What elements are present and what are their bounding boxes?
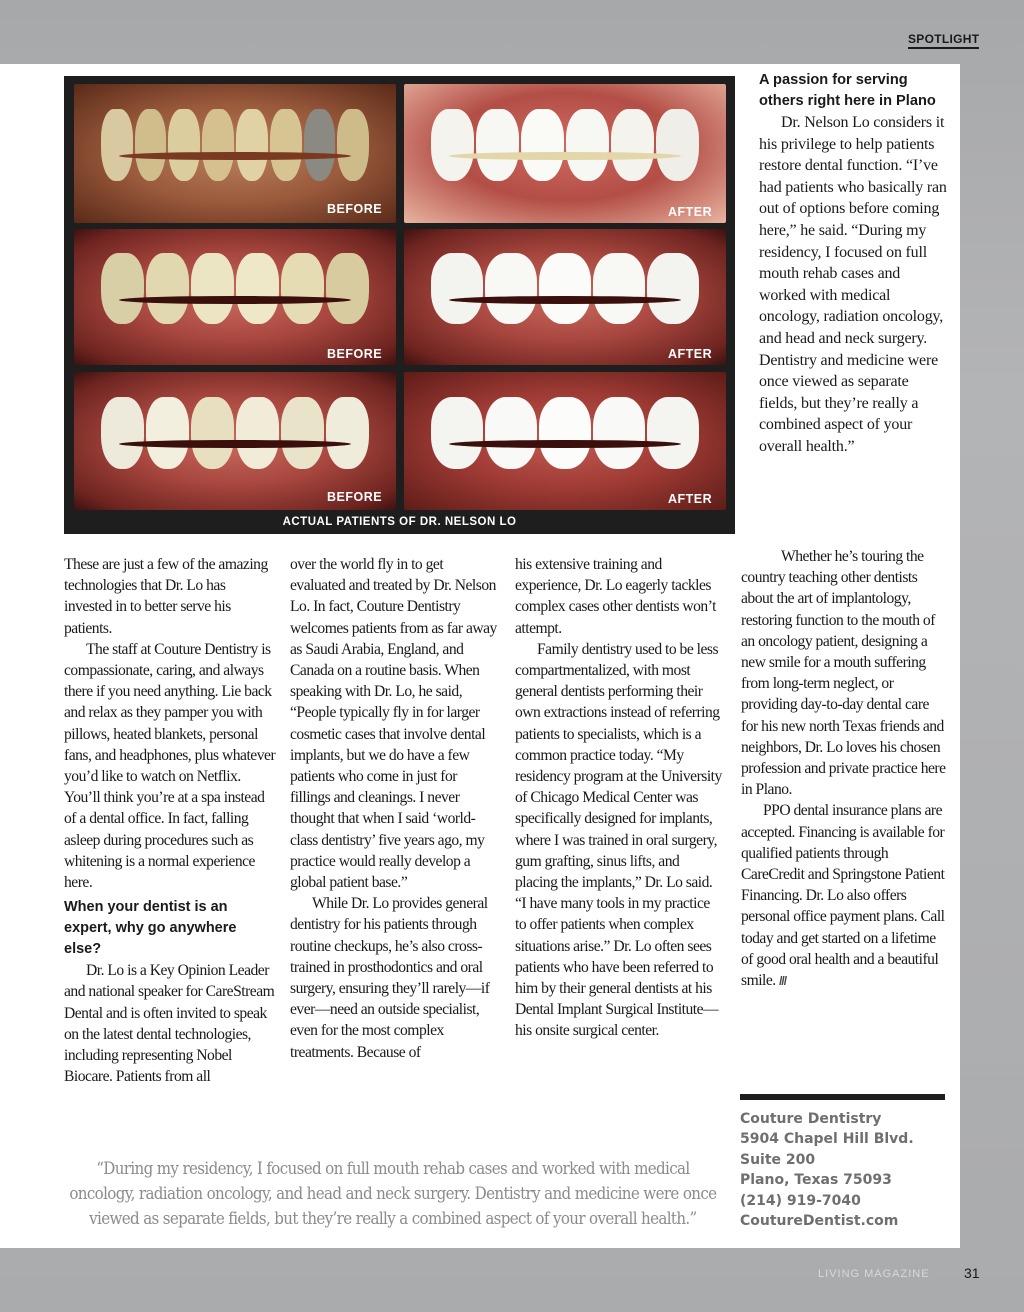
after-label: AFTER: [668, 205, 713, 219]
subheading: When your dentist is an expert, why go anywhere else?: [64, 899, 237, 958]
paragraph: Dr. Lo is a Key Opinion Leader and national speaker for CareStream Dental and is often invited to speak on the latest dental technologies, including representing Nobel Biocare. Patients from all: [64, 962, 275, 1086]
photo-before-3: [74, 372, 396, 510]
paragraph: Whether he’s touring the country teaching other dentists about the art of implantology, restoring function to the mouth of an oncology patient, designing a new smile for a mouth suffering from long-term neglect, or providing day-to-day dental care for his new north Texas friends and neighbors, Dr. Lo loves his chosen profession and private practice here in Plano.: [741, 548, 946, 799]
article-column-3: [515, 554, 723, 1042]
end-mark: ///: [779, 974, 787, 989]
paragraph: The staff at Couture Dentistry is compassionate, caring, and always there if you need anything. Lie back and relax as they pamper you with pillows, heated blankets, personal fans, and headphones, plus whatever you’d like to watch on Netflix. You’ll think you’re at a spa instead of a dental office. In fact, falling asleep during procedures such as whitening is a normal experience here.: [64, 640, 276, 892]
before-after-photo-grid: [64, 76, 735, 534]
photo-before-1: [74, 84, 396, 223]
paragraph: over the world fly in to get evaluated and treated by Dr. Nelson Lo. In fact, Couture Dentistry welcomes patients from as far away as Saudi Arabia, England, and Canada on a routine basis. When speaking with Dr. Lo, he said, “People typically fly in for larger cosmetic cases that involve dental implants, but we do have a few patients who come in just for fillings and cleanings. I never thought that when I said ‘world-class dentistry’ five years ago, my practice would really develop a global patient base.”: [290, 556, 497, 892]
address-line-1: 5904 Chapel Hill Blvd.: [740, 1131, 914, 1148]
paragraph: Dr. Nelson Lo considers it his privilege to help patients restore dental function. “I’ve had patients who basically ran out of options before coming here,” he said. “During my residency, I focused on full mouth rehab cases and worked with medical oncology, radiation oncology, and head and neck surgery. Dentistry and medicine were once viewed as separate fields, but they’re really a combined aspect of your overall health.”: [759, 114, 947, 455]
photo-caption: ACTUAL PATIENTS OF DR. NELSON LO: [282, 516, 517, 528]
before-label: BEFORE: [327, 202, 383, 216]
city-state-zip: Plano, Texas 75093: [740, 1172, 892, 1189]
paragraph: his extensive training and experience, Dr. Lo eagerly tackles complex cases other dentists won’t attempt.: [515, 556, 716, 637]
before-label: BEFORE: [327, 347, 383, 361]
address-line-2: Suite 200: [740, 1151, 816, 1168]
photo-before-2: [74, 229, 396, 365]
article-column-4-continued: [741, 546, 949, 992]
after-label: AFTER: [668, 347, 713, 361]
subheading: A passion for serving others right here in Plano: [759, 72, 936, 109]
article-column-1: [64, 554, 276, 1087]
section-label: SPOTLIGHT: [908, 32, 979, 49]
footer-magazine-name: LIVING MAGAZINE: [818, 1268, 930, 1280]
paragraph-text: PPO dental insurance plans are accepted. Financing is available for qualified patients through CareCredit and Springstone Patient Financing. Dr. Lo also offers personal office payment plans. Call today and get started on a lifetime of good oral health and a beautiful smile.: [741, 802, 945, 990]
after-label: AFTER: [668, 492, 713, 506]
photo-after-2: [404, 229, 726, 365]
article-column-4: [759, 70, 949, 458]
contact-info: [740, 1109, 914, 1231]
paragraph: While Dr. Lo provides general dentistry for his patients through routine checkups, he’s also cross-trained in prosthodontics and oral surgery, ensuring they’ll rarely—if ever—need an outside specialist, even for the most complex treatments. Because of: [290, 895, 490, 1061]
before-label: BEFORE: [327, 490, 383, 504]
article-column-2: [290, 554, 498, 1063]
practice-name: Couture Dentistry: [740, 1111, 882, 1127]
pull-quote: “During my residency, I focused on full mouth rehab cases and worked with medical oncology, radiation oncology, and head and neck surgery. Dentistry and medicine were once viewed as separate fields, but they’re really a combined aspect of your overall health.”: [69, 1159, 717, 1228]
paragraph: Family dentistry used to be less compartmentalized, with most general dentists performing their own extractions instead of referring patients to specialists, which is a common practice today. “My residency program at the University of Chicago Medical Center was specifically designed for implants, where I was trained in oral surgery, gum grafting, sinus lifts, and placing the implants,” Dr. Lo said. “I have many tools in my practice to offer patients when complex situations arise.” Dr. Lo often sees patients who have been referred to him by their general dentists at his Dental Implant Surgical Institute—his onsite surgical center.: [515, 640, 722, 1040]
contact-rule: [740, 1094, 945, 1100]
photo-after-1: [404, 84, 726, 223]
paragraph: [741, 800, 949, 992]
page-number: 31: [964, 1265, 980, 1281]
paragraph: These are just a few of the amazing technologies that Dr. Lo has invested in to better serve his patients.: [64, 556, 268, 637]
phone-number: (214) 919-7040: [740, 1192, 861, 1209]
website: CoutureDentist.com: [740, 1213, 899, 1230]
photo-after-3: [404, 372, 726, 510]
